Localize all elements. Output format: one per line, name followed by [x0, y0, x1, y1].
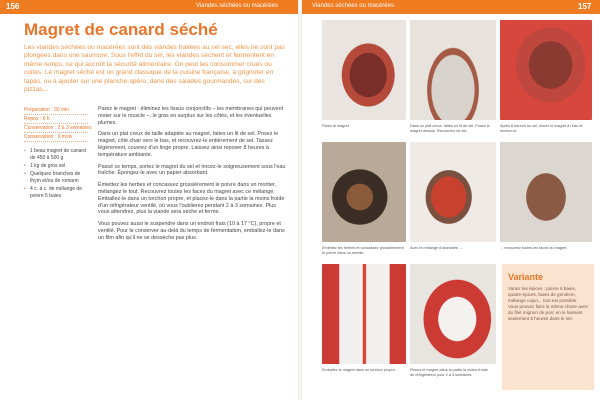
step-photo-mortier	[322, 142, 406, 242]
ingredient-item: • 1 kg de gros sel	[24, 163, 66, 169]
bullet-icon: •	[24, 171, 26, 177]
step-paragraph: Passé ce temps, sortez le magret du sel et rincez-le soigneusement sous l'eau fraîche. Épongez-le avec un papier absorbant.	[98, 163, 286, 177]
variante-box	[502, 264, 594, 390]
page-number-right: 157	[578, 2, 592, 11]
caption: Émiettez les herbes et concassez grossièrement le poivre dans un mortier.	[322, 246, 404, 255]
ingredient-item: • 1 beau magret de canard de 450 à 500 g	[24, 148, 86, 161]
step-photo-parer-magret	[322, 20, 406, 120]
conservation-time: Conservation : 2 à 3 semaines	[24, 125, 92, 131]
bullet-icon: •	[24, 186, 26, 192]
step-photo-refrigerateur	[410, 264, 496, 364]
caption: ... recouvrez toutes les faces du magret.	[500, 246, 568, 250]
recipe-steps	[98, 106, 288, 247]
step-paragraph: Dans un plat creux de taille adaptée au magret, faites un lit de sel. Posez le magret, côté chair vers le bas, et recouvrez-le entièrement de sel. Tassez légèrement, couvrez d'un linge propre. Laissez ainsi reposer 8 heures à température ambiante.	[98, 131, 279, 158]
prep-time: Préparation : 30 min	[24, 106, 88, 115]
step-paragraph: Parez le magret : éliminez les tissus conjonctifs – les membranes qui peuvent rester sur le muscle –, le gras en surplus sur les côtés, et les éventuelles plumes.	[98, 106, 284, 126]
ingredients-list	[24, 148, 92, 201]
variante-text: Variez les épices : poivre 5 baies, quatre-épices, baies de genièvre, mélange cajun... tout est possible. Vous pouvez faire la même chose avec du filet mignon de porc en le laissant seulement 8 heures dans le sel.	[508, 286, 588, 321]
step-photo-melange-aromates	[410, 142, 496, 242]
bullet-icon: •	[24, 148, 26, 154]
caption: Dans un plat creux, faites un lit de sel. Posez le magret dessus. Recouvrez de sel.	[410, 124, 490, 133]
book-gutter	[298, 0, 302, 400]
conservation-time-long: Conservation : 6 mois	[24, 133, 88, 142]
ingredient-item: • 4 c. à c. de mélange de poivre 5 baies	[24, 186, 82, 199]
running-head-right: Viandes séchées ou macérées	[312, 3, 394, 9]
step-photo-rincer-magret	[500, 20, 592, 120]
recipe-meta	[24, 106, 92, 142]
bullet-icon: •	[24, 163, 26, 169]
recipe-title: Magret de canard séché	[24, 20, 218, 39]
ingredient-item: • Quelques branches de thym et/ou de romarin	[24, 171, 81, 184]
caption: Placez le magret dans la partie la moins froide du réfrigérateur pour 2 à 3 semaines.	[410, 368, 488, 377]
caption: Parez le magret.	[322, 124, 350, 128]
rest-time: Repos : 6 h	[24, 115, 88, 124]
step-photo-recouvrir-magret	[500, 142, 592, 242]
caption: Emballez le magret dans un torchon propre.	[322, 368, 396, 372]
caption: Avec le mélange d'aromates, ...	[410, 246, 463, 250]
page-number-left: 156	[6, 2, 20, 11]
step-photo-torchon	[322, 264, 406, 364]
step-paragraph: Vous pouvez aussi le suspendre dans un endroit frais (10 à 17 °C), propre et ventilé. Pour le conserver au-delà du temps de fermentation, emballez-le dans un film afin qu'il ne se dessèche pas plus.	[98, 221, 285, 241]
caption: Après 8 heures au sel, rincez le magret à l'eau et séchez-le.	[500, 124, 583, 133]
running-head-left: Viandes séchées ou macérées	[196, 3, 278, 9]
step-photo-lit-de-sel	[410, 20, 496, 120]
recipe-intro: Les viandes séchées ou macérées sont des viandes traitées au sel sec, elles ne sont pas plongées dans une saumure. Sous l'effet du sel, les viandes sèchent et fermentent en même temps, ce qui accroît la sécurité alimentaire. On peut les consommer crues ou cuites. Le magret séché est un grand classique de la cuisine française, à grignoter en tapas, ou à ajouter sur une planche apéro, dans des salades gourmandes, sur des pizzas...	[24, 44, 285, 94]
variante-title: Variante	[508, 272, 544, 282]
step-paragraph: Émiettez les herbes et concassez grossièrement le poivre dans un mortier, mélangez le tout. Recouvrez toutes les faces du magret avec ce mélange. Emballez-le dans un torchon propre, et placez-le dans la partie la moins froide d'un réfrigérateur ventilé, où vous l'oublierez pendant 2 à 3 semaines. Plus vous attendrez, plus la viande sera sèche et ferme.	[98, 182, 285, 216]
